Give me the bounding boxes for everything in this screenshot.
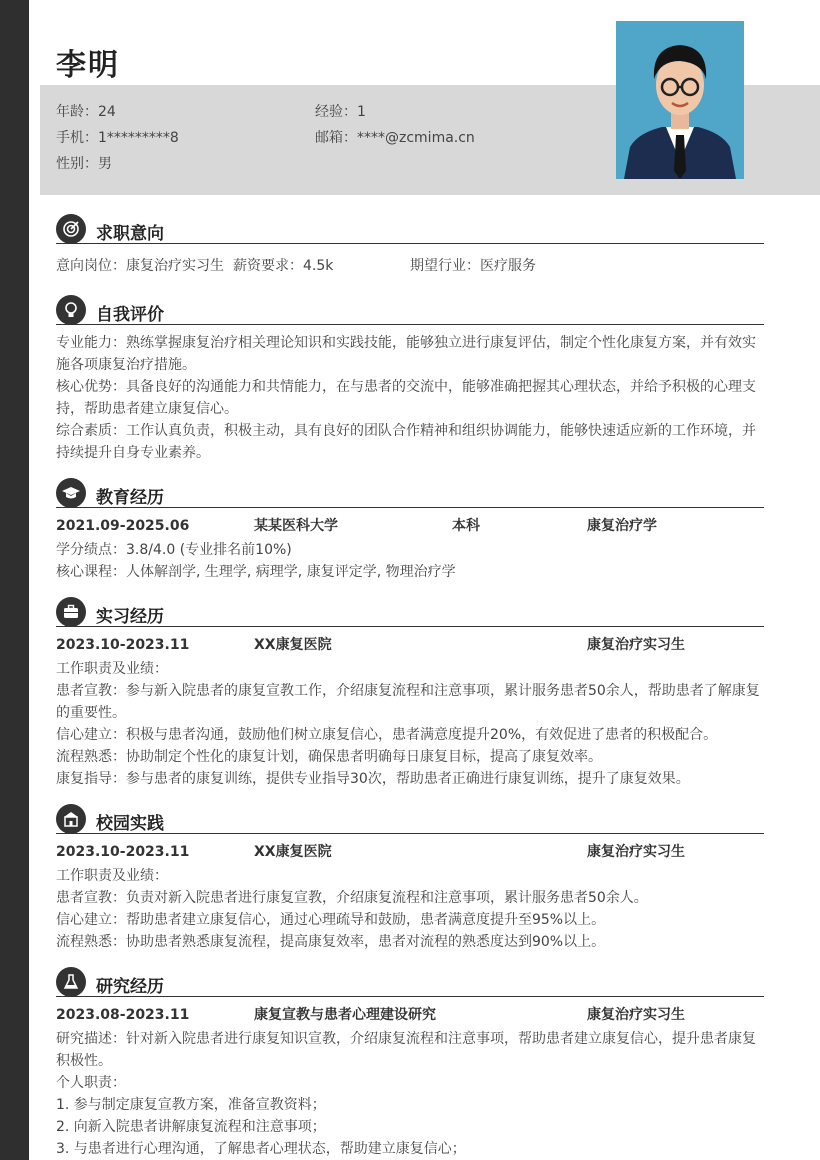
section-title: 求职意向 <box>96 224 164 244</box>
internship-org: XX康复医院 <box>254 637 332 653</box>
flask-icon <box>56 967 86 997</box>
section-title: 教育经历 <box>96 488 164 508</box>
intent-position: 意向岗位：康复治疗实习生 <box>56 258 224 274</box>
intent-industry: 期望行业：医疗服务 <box>410 258 536 274</box>
experience-info: 经验：1 <box>315 104 366 120</box>
internship-row <box>56 634 764 656</box>
campus-org: XX康复医院 <box>254 844 332 860</box>
internship-item: 信心建立：积极与患者沟通，鼓励他们树立康复信心，患者满意度提升20%，有效促进了患者的积极配合。 <box>56 727 718 743</box>
campus-intro: 工作职责及业绩： <box>56 868 168 884</box>
research-duty: 2. 向新入院患者讲解康复流程和注意事项； <box>56 1119 326 1135</box>
section-title: 实习经历 <box>96 607 164 627</box>
internship-item: 患者宣教：参与新入院患者的康复宣教工作，介绍康复流程和注意事项，累计服务患者50余人，帮助患者了解康复的重要性。 <box>56 683 760 721</box>
education-degree: 本科 <box>452 518 480 534</box>
target-icon <box>56 214 86 244</box>
self-eval-section <box>56 295 764 464</box>
research-section <box>56 967 764 1160</box>
profile-photo <box>616 21 744 179</box>
section-header <box>56 295 764 325</box>
section-header <box>56 214 764 244</box>
education-row <box>56 515 764 537</box>
campus-item: 患者宣教：负责对新入院患者进行康复宣教，介绍康复流程和注意事项，累计服务患者50余人。 <box>56 890 648 906</box>
internship-item: 康复指导：参与患者的康复训练，提供专业指导30次，帮助患者正确进行康复训练，提升了康复效果。 <box>56 771 690 787</box>
self-eval-item: 专业能力：熟练掌握康复治疗相关理论知识和实践技能，能够独立进行康复评估，制定个性化康复方案，并有效实施各项康复治疗措施。 <box>56 335 756 373</box>
job-intent-row <box>56 255 764 277</box>
research-date: 2023.08-2023.11 <box>56 1007 190 1023</box>
campus-item: 流程熟悉：协助患者熟悉康复流程，提高康复效率，患者对流程的熟悉度达到90%以上。 <box>56 934 606 950</box>
side-bar <box>0 0 29 1160</box>
job-intent-section <box>56 214 764 277</box>
phone-info: 手机：1*********8 <box>56 130 179 146</box>
campus-date: 2023.10-2023.11 <box>56 844 190 860</box>
internship-role: 康复治疗实习生 <box>587 637 685 653</box>
section-title: 研究经历 <box>96 977 164 997</box>
research-duty-label: 个人职责： <box>56 1075 126 1091</box>
campus-item: 信心建立：帮助患者建立康复信心，通过心理疏导和鼓励，患者满意度提升至95%以上。 <box>56 912 606 928</box>
research-topic: 康复宣教与患者心理建设研究 <box>254 1007 436 1023</box>
section-header <box>56 804 764 834</box>
campus-row <box>56 841 764 863</box>
section-header <box>56 478 764 508</box>
research-duty: 3. 与患者进行心理沟通，了解患者心理状态，帮助建立康复信心； <box>56 1141 466 1157</box>
building-icon <box>56 804 86 834</box>
education-courses: 核心课程：人体解剖学, 生理学, 病理学, 康复评定学, 物理治疗学 <box>56 564 456 580</box>
education-date: 2021.09-2025.06 <box>56 518 190 534</box>
research-desc: 研究描述：针对新入院患者进行康复知识宣教，介绍康复流程和注意事项，帮助患者建立康复信心，提升患者康复积极性。 <box>56 1031 756 1069</box>
candidate-name: 李明 <box>56 48 120 83</box>
section-title: 自我评价 <box>96 305 164 325</box>
campus-section <box>56 804 764 953</box>
lightbulb-icon <box>56 295 86 325</box>
email-info: 邮箱：****@zcmima.cn <box>315 130 475 146</box>
internship-section <box>56 597 764 790</box>
internship-item: 流程熟悉：协助制定个性化的康复计划，确保患者明确每日康复目标，提高了康复效率。 <box>56 749 602 765</box>
section-header <box>56 597 764 627</box>
section-title: 校园实践 <box>96 814 164 834</box>
research-duty: 1. 参与制定康复宣教方案，准备宣教资料； <box>56 1097 326 1113</box>
portrait-image <box>616 21 744 179</box>
research-role: 康复治疗实习生 <box>587 1007 685 1023</box>
research-row <box>56 1004 764 1026</box>
self-eval-item: 综合素质：工作认真负责，积极主动，具有良好的团队合作精神和组织协调能力，能够快速适应新的工作环境，并持续提升自身专业素养。 <box>56 423 756 461</box>
internship-date: 2023.10-2023.11 <box>56 637 190 653</box>
education-major: 康复治疗学 <box>587 518 657 534</box>
education-section <box>56 478 764 583</box>
age-info: 年龄：24 <box>56 104 116 120</box>
education-gpa: 学分绩点：3.8/4.0 (专业排名前10%) <box>56 542 292 558</box>
briefcase-icon <box>56 597 86 627</box>
campus-role: 康复治疗实习生 <box>587 844 685 860</box>
education-school: 某某医科大学 <box>254 518 338 534</box>
section-header <box>56 967 764 997</box>
self-eval-item: 核心优势：具备良好的沟通能力和共情能力，在与患者的交流中，能够准确把握其心理状态，并给予积极的心理支持，帮助患者建立康复信心。 <box>56 379 756 417</box>
graduation-cap-icon <box>56 478 86 508</box>
internship-intro: 工作职责及业绩： <box>56 661 168 677</box>
intent-salary: 薪资要求：4.5k <box>233 258 334 274</box>
gender-info: 性别：男 <box>56 156 112 172</box>
